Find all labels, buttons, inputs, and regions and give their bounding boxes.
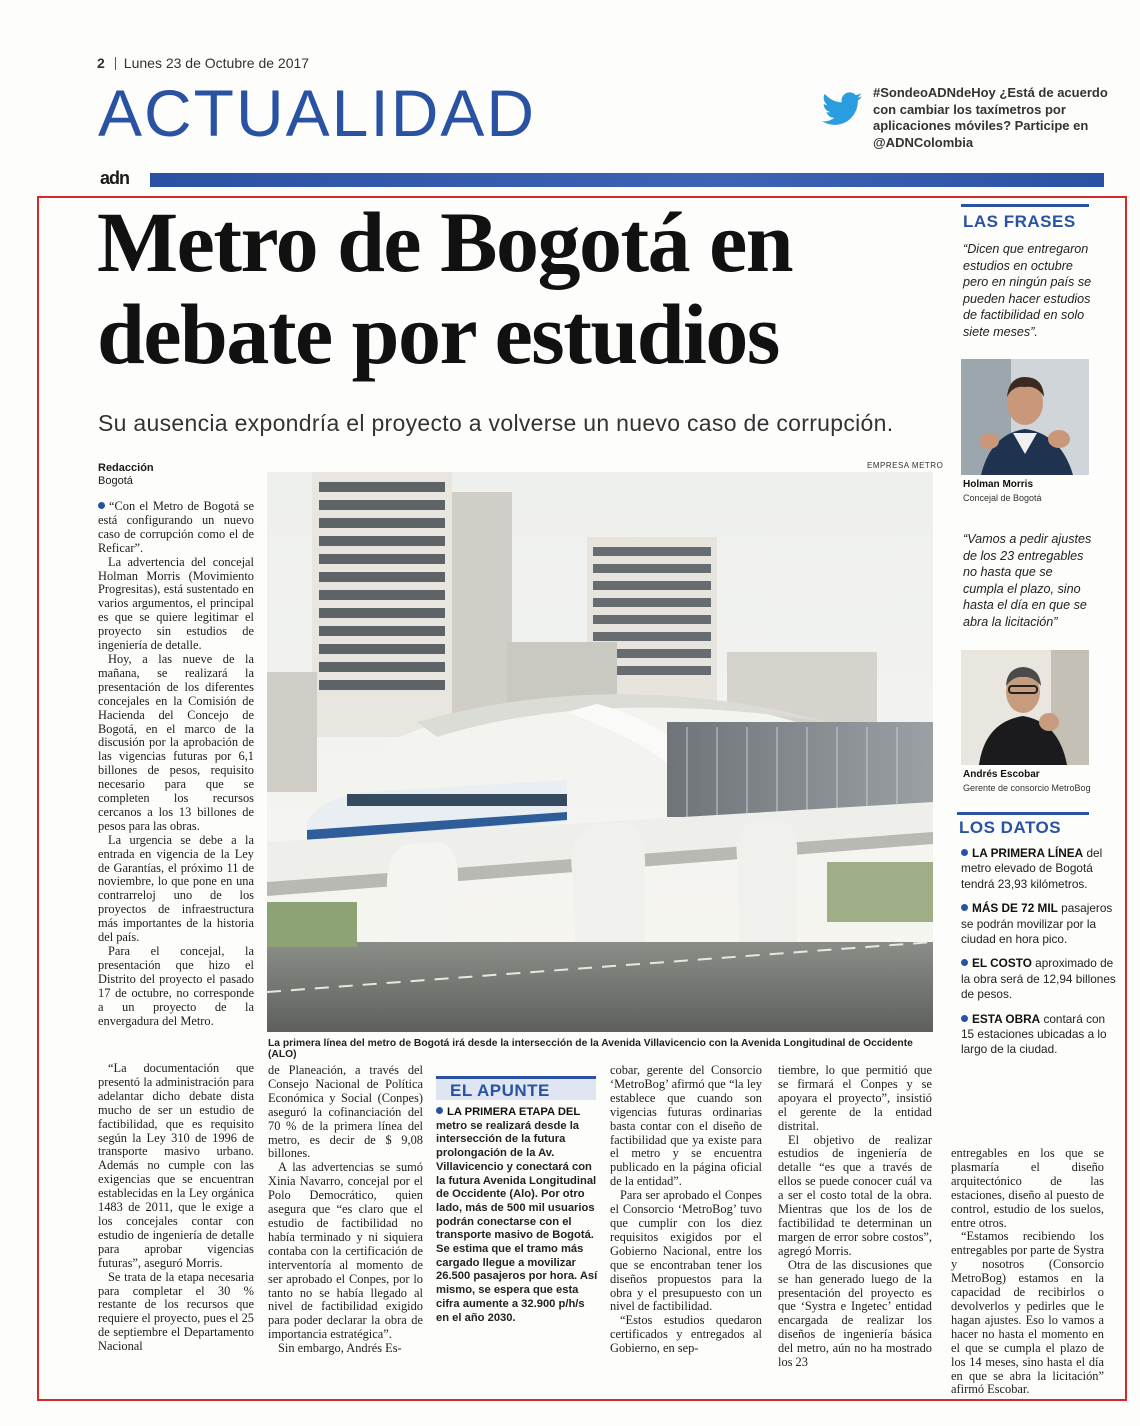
las-frases-title: LAS FRASES [963, 212, 1076, 231]
issue-date: Lunes 23 de Octubre de 2017 [123, 55, 310, 71]
bullet-dot [961, 1015, 968, 1022]
el-apunte-body [436, 1106, 598, 1325]
body-column-5 [778, 1064, 932, 1370]
page-folio [97, 55, 309, 71]
headline [97, 196, 947, 380]
paragraph-text: “Con el Metro de Bogotá se está configurando un nuevo caso de corrupción como el de Reficar”. [98, 499, 254, 555]
twitter-poll-text: #SondeoADNdeHoy ¿Está de acuerdo con cambiar los taxímetros por aplicaciones móviles? Participe en @ADNColombia [873, 85, 1108, 150]
person-role-andres-escobar: Gerente de consorcio MetroBog [963, 783, 1091, 793]
datos-item [961, 846, 1121, 892]
body-column-1-lower [98, 1062, 254, 1354]
paragraph: Otra de las discusiones que se han generado luego de la presentación del proyecto es que ‘Systra e Ingetec’ entidad encargada de realizar los diseños de ingeniería básica del metro, aún no ha mostrado los 23 [778, 1257, 932, 1370]
twitter-bird-icon [822, 92, 862, 126]
body-column-6 [951, 1147, 1104, 1397]
las-frases-rule [961, 204, 1089, 207]
datos-item-lead: LA PRIMERA LÍNEA [972, 846, 1084, 860]
paragraph [98, 500, 254, 556]
page-number: 2 [97, 55, 105, 71]
paragraph: Se trata de la etapa necesaria para completar el 30 % restante de los recursos que requiere el proyecto, pues el 25 de septiembre el Departamento Nacional [98, 1269, 254, 1354]
paragraph: de Planeación, a través del Consejo Nacional de Política Económica y Social (Conpes) aseguró la cofinanciación del 70 % de la primera línea del metro, es decir de $ 9,08 billones. [268, 1063, 423, 1161]
person-role-holman-morris: Concejal de Bogotá [963, 493, 1042, 503]
datos-item-text: pasajeros se podrán movilizar por la ciudad en hora pico. [961, 901, 1113, 947]
los-datos-rule [957, 812, 1089, 815]
paragraph: Hoy, a las nueve de la mañana, se realizará la presentación de los diferentes concejales en la Comisión de Hacienda del Concejo de Bogotá, en el marco de la discusión por la aprobación de las vigencias futuras por 6,1 billones de pesos, requisito necesario para que se completen los recursos cercanos a los 13 billones de pesos para las obras. [98, 651, 254, 833]
metro-rendering-illustration [267, 472, 933, 1032]
datos-item [961, 901, 1121, 947]
headline-line-2: debate por estudios [97, 286, 779, 382]
paragraph: tiembre, lo que permitió que se firmará el Conpes y se apoyara el proyecto”, insistió el gerente de la entidad distrital. [778, 1063, 932, 1133]
metro-station-rendering [267, 472, 933, 1032]
datos-item [961, 1012, 1121, 1058]
photo-credit: EMPRESA METRO [867, 461, 944, 470]
los-datos-list [961, 846, 1121, 1067]
brand-bar [150, 173, 1104, 187]
paragraph: “La documentación que presentó la administración para adelantar dicho debate dista mucho de ser un estudio de factibilidad, que es requisito según la Ley 310 de 1996 de transporte masivo urbano. Además no cumple con las exigencias que se encuentran establecidas en la Ley orgánica 1483 de 2011, que le exige a los concejales contar con estudio de ingeniería de detalle para aprobar vigencias futuras”, aseguró Morris. [98, 1061, 254, 1270]
datos-item-lead: ESTA OBRA [972, 1011, 1041, 1026]
datos-item-lead: EL COSTO [972, 956, 1032, 971]
el-apunte-text: metro se realizará desde la intersección de la futura prolongación de la Av. Villavicencio y conectará con la futura Avenida Longitudinal de Occidente (Alo). Por otro lado, más de 500 mil usuarios podrán conectarse con el transporte masivo de Bogotá. Se estima que el tramo más cargado llegue a movilizar 26.500 pasajeros por hora. Así mismo, se espera que esta cifra aumente a 32.900 p/h/s en el año 2030. [436, 1119, 598, 1324]
byline-city: Bogotá [98, 475, 133, 487]
datos-item-text: del metro elevado de Bogotá tendrá 23,93 kilómetros. [961, 846, 1103, 891]
el-apunte-title: EL APUNTE [450, 1081, 550, 1100]
quote-andres-escobar: “Vamos a pedir ajustes de los 23 entregables no hasta que se cumpla el plazo, sino hasta el día en que se abra la licitación” [963, 532, 1092, 629]
datos-item-text: contará con 15 estaciones ubicadas a lo largo de la ciudad. [961, 1011, 1107, 1057]
el-apunte-header [436, 1076, 596, 1100]
el-apunte-lead: LA PRIMERA ETAPA DEL [447, 1106, 581, 1118]
paragraph: entregables en los que se plasmaría el diseño arquitectónico de las estaciones, diseño al puesto de control, estudio de los suelos, entre otros. [951, 1146, 1104, 1230]
bullet-dot [436, 1107, 443, 1114]
paragraph: “Estamos recibiendo los entregables por parte de Systra y nosotros (Consorcio MetroBog) estamos en la capacidad de recibirlos o devolverlos y pedirles que le hagan ajustes. Eso lo vamos a hacer no hasta el momento en el que se cumpla el plazo de los 14 meses, sino hasta el día en que se abra la licitación” afirmó Escobar. [951, 1229, 1104, 1397]
bullet-dot [98, 502, 105, 509]
paragraph: El objetivo de realizar estudios de ingeniería de detalle “es que a través de ellos se puede conocer cuál va a ser el costo total de la obra. Mientras que los de los de factibilidad te determinan un margen de error sobre costos”, agregó Morris. [778, 1132, 932, 1258]
datos-item-text: aproximado de la obra será de 12,94 billones de pesos. [961, 956, 1116, 1002]
body-column-1 [98, 500, 254, 1028]
paragraph: Para el concejal, la presentación que hizo el Distrito del proyecto el pasado 17 de octubre, no corresponde a un proyecto de la envergadura del Metro. [98, 944, 254, 1028]
paragraph: La advertencia del concejal Holman Morris (Movimiento Progresitas), está sustentado en varios argumentos, el principal es que se quiere legitimar el proyecto sin estudios de ingeniería de detalle. [98, 554, 254, 653]
paragraph: cobar, gerente del Consorcio ‘MetroBog’ afirmó que “la ley establece que cuando son vigencias futuras ordinarias basta contar con el diseño de factibilidad que ya existe para el metro y se encuentra publicado en la página oficial de la entidad”. [610, 1063, 762, 1189]
folio-divider [115, 57, 116, 70]
paragraph: Sin embargo, Andrés Es- [278, 1341, 402, 1356]
los-datos-title: LOS DATOS [959, 818, 1062, 837]
brand-logo: adn [100, 168, 130, 188]
byline-author: Redacción [98, 462, 154, 474]
portrait-andres-escobar [961, 650, 1089, 765]
body-column-2 [268, 1064, 423, 1356]
bullet-dot [961, 904, 968, 911]
byline [98, 462, 154, 488]
section-title: ACTUALIDAD [98, 76, 537, 150]
bullet-dot [961, 849, 968, 856]
person-name-holman-morris: Holman Morris [963, 479, 1034, 490]
person-name-andres-escobar: Andrés Escobar [963, 769, 1040, 780]
datos-item-lead: MÁS DE 72 MIL [972, 901, 1058, 916]
portrait-holman-morris [961, 359, 1089, 475]
quote-holman-morris: “Dicen que entregaron estudios en octubre pero en ningún país se pueden hacer estudios de factibilidad en solo siete meses”. [963, 242, 1092, 339]
paragraph: La urgencia se debe a la entrada en vigencia de la Ley de Garantías, el próximo 11 de noviembre, lo que pone en una contrarreloj uno de los proyectos de infraestructura más importantes de la historia del país. [98, 832, 254, 945]
datos-item [961, 956, 1121, 1002]
paragraph: Para ser aprobado el Conpes el Consorcio ‘MetroBog’ tuvo que cumplir con los diez requisitos exigidos por el Gobierno Nacional, entre los que se encontraban tener los diseños propuestos para la obra y el presupuesto con un nivel de factibilidad. [610, 1188, 762, 1314]
photo-caption: La primera línea del metro de Bogotá irá desde la intersección de la Avenida Villavicencio con la Avenida Longitudinal de Occidente (ALO) [268, 1038, 913, 1060]
bullet-dot [961, 959, 968, 966]
headline-line-1: Metro de Bogotá en [97, 194, 793, 290]
body-column-4 [610, 1064, 762, 1356]
paragraph: “Estos estudios quedaron certificados y entregados al Gobierno, en sep- [610, 1313, 762, 1356]
subheadline: Su ausencia expondría el proyecto a volverse un nuevo caso de corrupción. [98, 410, 894, 436]
paragraph: A las advertencias se sumó Xinia Navarro, concejal por el Polo Democrático, quien asegura que “es claro que el estudio de factibilidad no había terminado y ni siquiera contaba con la certificación de interventoría al momento de ser aprobado el Conpes, por lo tanto no se había llegado al nivel de factibilidad exigido para poder declarar la obra de importancia estratégica”. [268, 1160, 423, 1342]
